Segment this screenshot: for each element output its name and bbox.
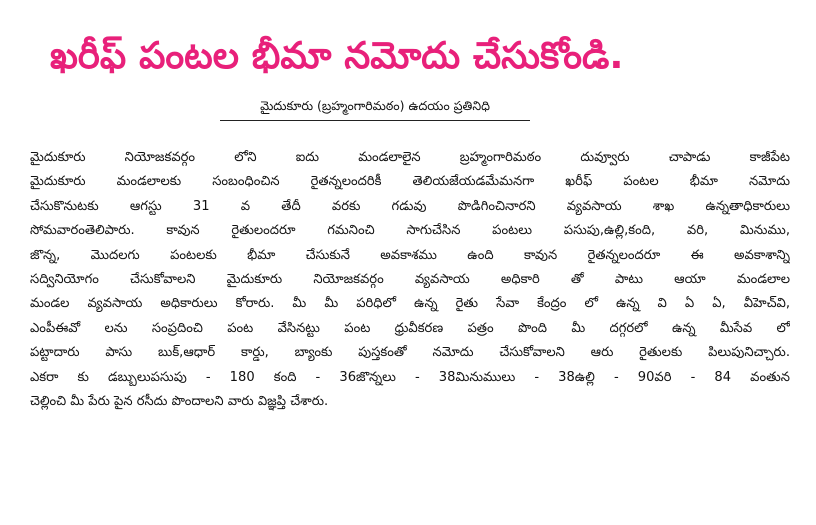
- article-line: సోమవారంతెలిపారు. కావున రైతులందరూ గమనించి సాగుచేసిన పంటలు పసుపు,ఉల్లి,కంది, వరి, మినుము,: [30, 223, 790, 239]
- article-line: ఎంపీఈవో లను సంప్రదించి పంట వేసినట్టు పంట ధ్రువీకరణ పత్రం పొంది మీ దగ్గరలో ఉన్న మీసేవ లో: [30, 320, 790, 336]
- article-line: చేసుకొనుటకు ఆగస్టు 31 వ తేదీ వరకు గడువు పొడిగించినారని వ్యవసాయ శాఖ ఉన్నతాధికారులు: [30, 198, 790, 214]
- article-line: ఎకరా కు డబ్బులుపసుపు - 180 కంది - 36జొన్నలు - 38మినుములు - 38ఉల్లి - 90వరి - 84 వంతున: [30, 369, 790, 385]
- article-line: మైదుకూరు మండలాలకు సంబంధించిన రైతన్నలందరికీ తెలియజేయడమేమనగా ఖరీఫ్ పంటల భీమా నమోదు: [30, 174, 790, 190]
- article-body: [30, 146, 790, 414]
- article-line: పట్టాదారు పాసు బుక్,ఆధార్ కార్డు, బ్యాంకు పుస్తకంతో నమోదు చేసుకోవాలని ఆరు రైతులకు పిలుపునిచ్చారు.: [30, 345, 790, 361]
- headline: ఖరీఫ్ పంటల భీమా నమోదు చేసుకోండి.: [50, 34, 624, 77]
- byline-underline: [220, 120, 530, 121]
- article-line: సద్వినియోగం చేసుకోవాలని మైదుకూరు నియోజకవర్గం వ్యవసాయ అధికారి తో పాటు ఆయా మండలాల: [30, 271, 790, 287]
- article-line: చెల్లించి మీ పేరు పైన రసీదు పొందాలని వారు విజ్ఞప్తి చేశారు.: [30, 393, 329, 409]
- byline-block: [220, 96, 530, 121]
- article-line: మైదుకూరు నియోజకవర్గం లోని ఐదు మండలాలైన బ్రహ్మంగారిమఠం దువ్వూరు చాపాడు కాజీపేట: [30, 150, 790, 165]
- byline: మైదుకూరు (బ్రహ్మంగారిమఠం) ఉదయం ప్రతినిధి: [260, 98, 490, 113]
- article-line: జొన్న, మొదలగు పంటలకు భీమా చేసుకునే అవకాశము ఉంది కావున రైతన్నలందరూ ఈ అవకాశాన్ని: [30, 247, 790, 263]
- article-line: మండల వ్యవసాయ అధికారులు కోరారు. మీ మీ పరిధిలో ఉన్న రైతు సేవా కేంద్రం లో ఉన్న వి ఏ ఏ, వీహెచ్‌వి,: [30, 296, 790, 312]
